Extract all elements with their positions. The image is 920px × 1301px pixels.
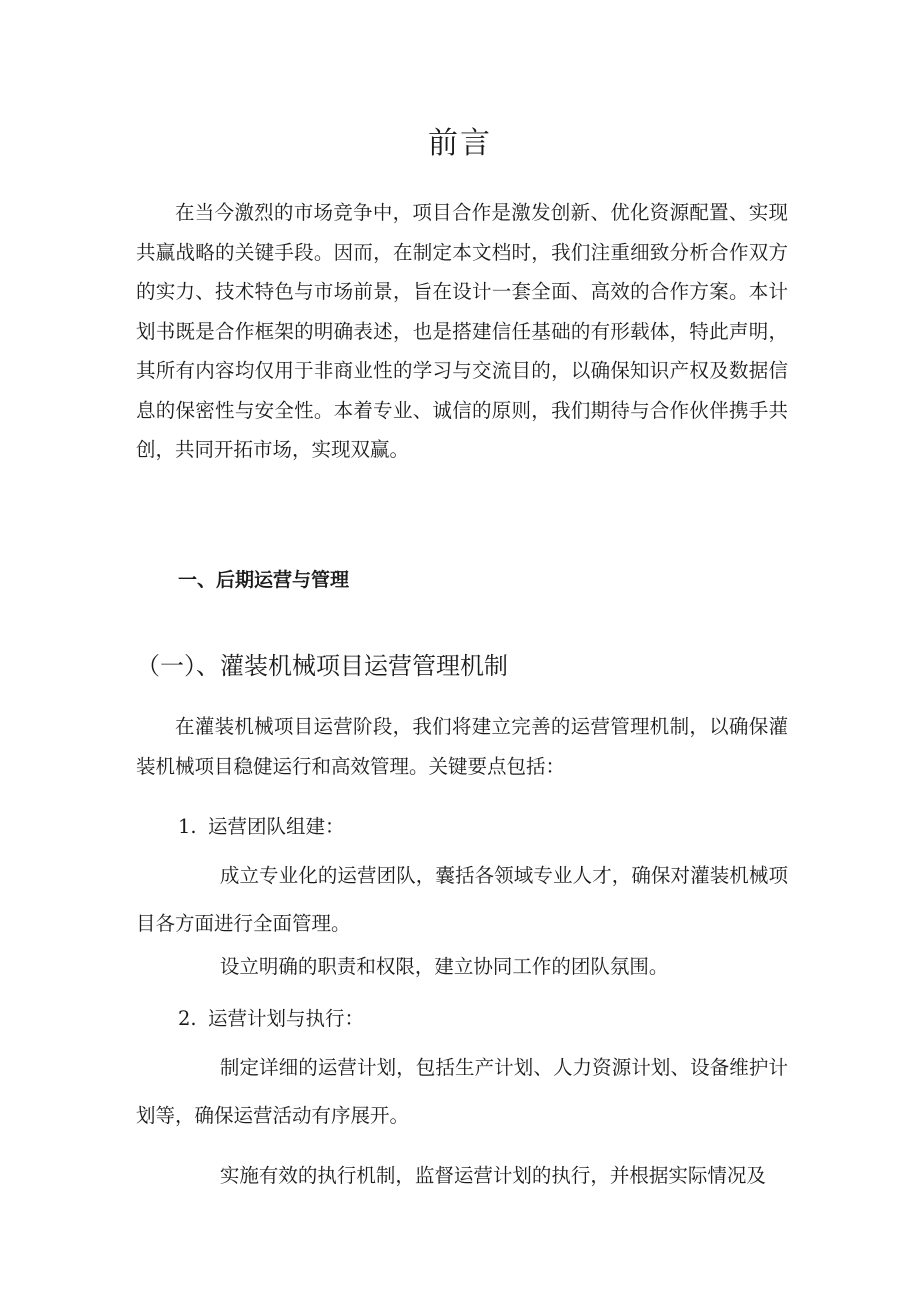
body-paragraph: 在灌装机械项目运营阶段，我们将建立完善的运营管理机制，以确保灌装机械项目稳健运行和高效管理。关键要点包括： <box>136 715 788 778</box>
list-item-paragraph: 实施有效的执行机制，监督运营计划的执行，并根据实际情况及 <box>219 1164 766 1187</box>
list-item-number: 1. <box>178 815 197 838</box>
list-item-heading <box>178 809 345 845</box>
section-heading: 一、后期运营与管理 <box>178 569 350 591</box>
list-item-number: 2. <box>178 1007 197 1030</box>
page-title: 前言 <box>428 126 492 161</box>
list-item-paragraph: 制定详细的运营计划，包括生产计划、人力资源计划、设备维护计划等，确保运营活动有序展开。 <box>136 1056 788 1127</box>
list-item-label: 运营计划与执行： <box>208 1007 365 1030</box>
list-item-label: 运营团队组建： <box>208 815 345 838</box>
list-item-heading <box>178 1001 364 1037</box>
sub-heading: （一）、灌装机械项目运营管理机制 <box>136 652 508 680</box>
list-item-paragraph: 设立明确的职责和权限，建立协同工作的团队氛围。 <box>219 955 669 978</box>
list-item-paragraph: 成立专业化的运营团队，囊括各领域专业人才，确保对灌装机械项目各方面进行全面管理。 <box>136 864 788 935</box>
intro-paragraph: 在当今激烈的市场竞争中，项目合作是激发创新、优化资源配置、实现共赢战略的关键手段。因而，在制定本文档时，我们注重细致分析合作双方的实力、技术特色与市场前景，旨在设计一套全面、高效的合作方案。本计划书既是合作框架的明确表述，也是搭建信任基础的有形载体，特此声明，其所有内容均仅用于非商业性的学习与交流目的，以确保知识产权及数据信息的保密性与安全性。本着专业、诚信的原则，我们期待与合作伙伴携手共创，共同开拓市场，实现双赢。 <box>136 201 788 461</box>
